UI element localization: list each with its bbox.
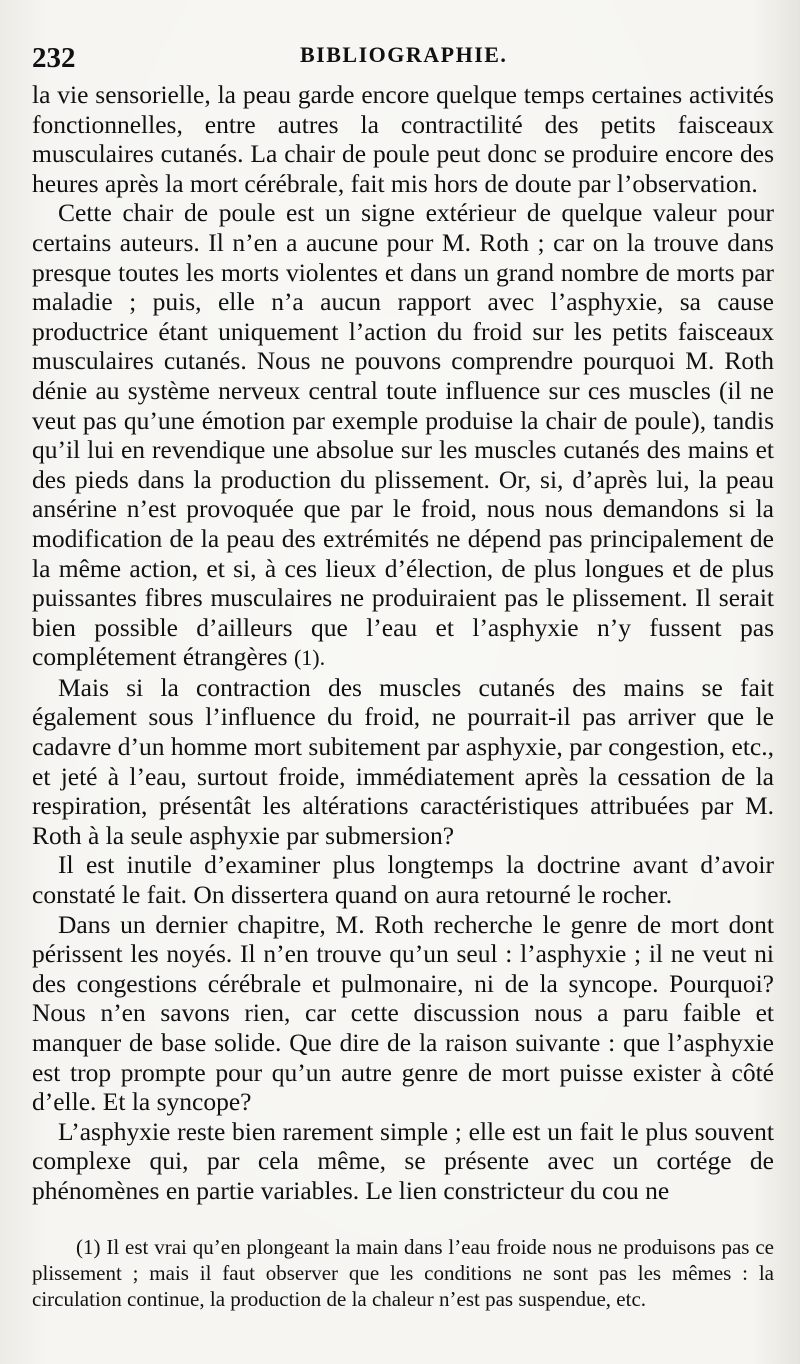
footnote [32, 1234, 774, 1312]
running-title: BIBLIOGRAPHIE. [300, 42, 508, 67]
footnote-reference: (1). [293, 645, 326, 671]
footnote-text: (1) Il est vrai qu’en plongeant la main dans l’eau froide nous ne produisons pas ce plissement ; mais il faut observer que les conditions ne sont pas les mêmes : la circulation continue, la production de la chaleur n’est pas suspendue, etc. [32, 1235, 774, 1311]
body-text [32, 80, 774, 1206]
paragraph-2-text: Cette chair de poule est un signe extérieur de quelque valeur pour certains auteurs. Il n’en a aucune pour M. Roth ; car on la trouve dans presque toutes les morts violentes et dans un grand nombre de morts par maladie ; puis, elle n’a aucun rapport avec l’asphyxie, sa cause productrice étant uniquement l’action du froid sur les petits faisceaux musculaires cutanés. Nous ne pouvons comprendre pourquoi M. Roth dénie au système nerveux central toute influence sur ces muscles (il ne veut pas qu’une émotion par exemple produise la chair de poule), tandis qu’il lui en revendique une absolue sur les muscles cutanés des mains et des pieds dans la production du plissement. Or, si, d’après lui, la peau ansérine n’est provoquée que par le froid, nous nous demandons si la modification de la peau des extrémités ne dépend pas principalement de la même action, et si, à ces lieux d’élection, de plus longues et de plus puissantes fibres musculaires ne produiraient pas le plissement. Il serait bien possible d’ailleurs que l’eau et l’asphyxie n’y fussent pas complétement étrangères [32, 198, 774, 672]
paragraph-6: L’asphyxie reste bien rarement simple ; elle est un fait le plus souvent complexe qui, par cela même, se présente avec un cortége de phénomènes en partie variables. Le lien constricteur du cou ne [32, 1116, 774, 1205]
paragraph-3: Mais si la contraction des muscles cutanés des mains se fait également sous l’influence du froid, ne pourrait-il pas arriver que le cadavre d’un homme mort subitement par asphyxie, par congestion, etc., et jeté à l’eau, surtout froide, immédiatement après la cessation de la respiration, présentât les altérations caractéristiques attribuées par M. Roth à la seule asphyxie par submersion? [32, 672, 774, 850]
paragraph-1: la vie sensorielle, la peau garde encore quelque temps certaines activités fonctionnelles, entre autres la contractilité des petits faisceaux musculaires cutanés. La chair de poule peut donc se produire encore des heures après la mort cérébrale, fait mis hors de doute par l’observation. [32, 80, 774, 198]
page-header [32, 40, 772, 74]
page-number: 232 [32, 42, 76, 74]
paragraph-2 [32, 198, 774, 673]
paragraph-4: Il est inutile d’examiner plus longtemps la doctrine avant d’avoir constaté le fait. On dissertera quand on aura retourné le rocher. [32, 850, 774, 910]
paragraph-5: Dans un dernier chapitre, M. Roth recherche le genre de mort dont périssent les noyés. Il n’en trouve qu’un seul : l’asphyxie ; il ne veut ni des congestions cérébrale et pulmonaire, ni de la syncope. Pourquoi? Nous n’en savons rien, car cette discussion nous a paru faible et manquer de base solide. Que dire de la raison suivante : que l’asphyxie est trop prompte pour qu’un autre genre de mort puisse exister à côté d’elle. Et la syncope? [32, 909, 774, 1117]
